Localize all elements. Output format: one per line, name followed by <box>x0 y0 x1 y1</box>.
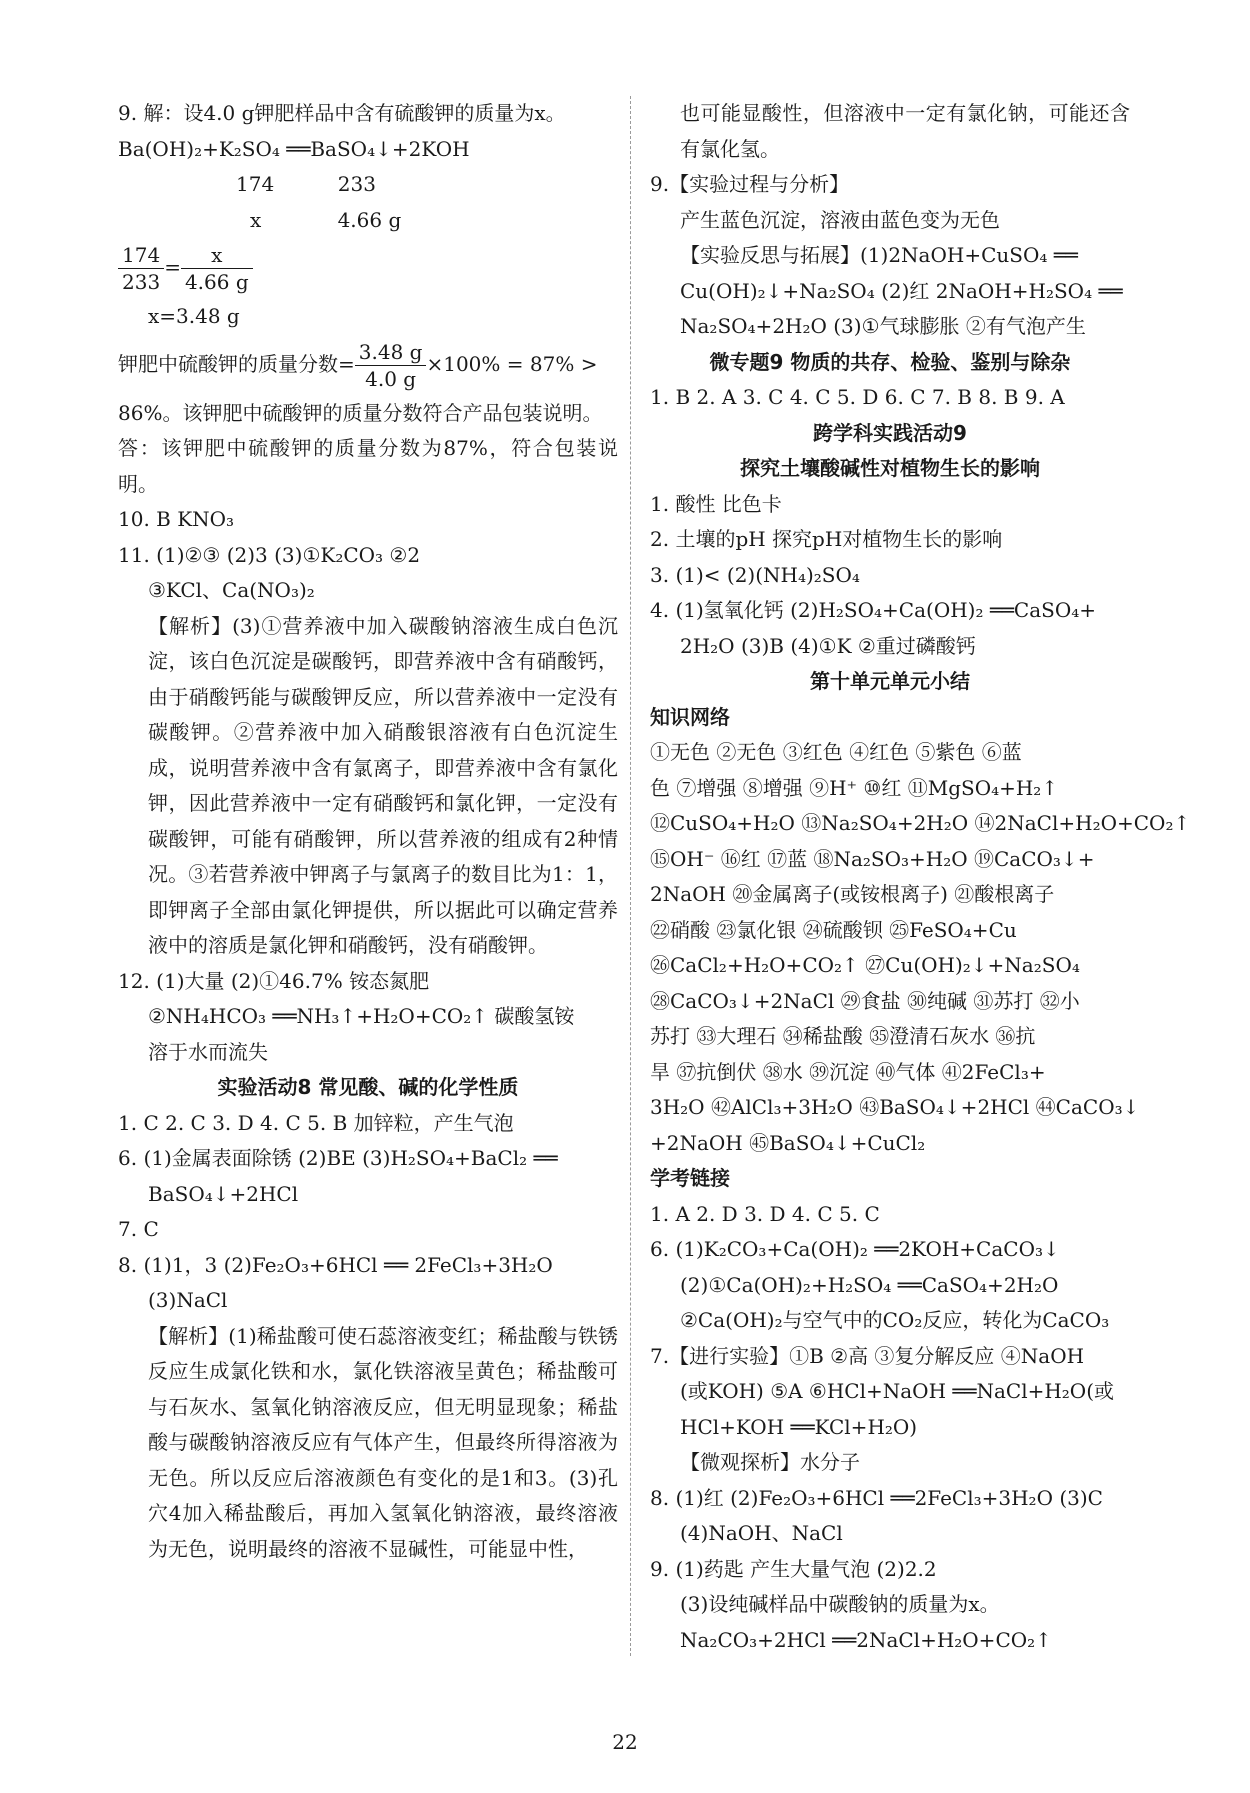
q9-result: x=3.48 g <box>148 304 240 328</box>
q12-line2: ②NH₄HCO₃ ══NH₃↑+H₂O+CO₂↑ 碳酸氢铵 <box>148 1004 575 1028</box>
kn-line: ㉖CaCl₂+H₂O+CO₂↑ ㉗Cu(OH)₂↓+Na₂SO₄ <box>650 953 1080 977</box>
cross-q3: 3. (1)< (2)(NH₄)₂SO₄ <box>650 562 860 587</box>
q9-row-mass: 174 233 <box>236 172 376 196</box>
unit-summary-title: 第十单元单元小结 <box>810 669 970 693</box>
cross-title-2: 探究土壤酸碱性对植物生长的影响 <box>740 456 1040 480</box>
topic9-answers: 1. B 2. A 3. C 4. C 5. D 6. C 7. B 8. B 9. A <box>650 385 1065 409</box>
cross-title-1: 跨学科实践活动9 <box>813 420 967 445</box>
q9-equation: Ba(OH)₂+K₂SO₄ ══BaSO₄↓+2KOH <box>118 136 470 161</box>
ratio-right: $\frac{x}{4.66 g}$ <box>181 242 253 295</box>
link-q7-line4: 【微观探析】水分子 <box>680 1450 860 1474</box>
right-column <box>650 96 1191 1658</box>
q9-ratio: $\frac{174}{233}$ = $\frac{x}{4.66 g}$ <box>118 238 618 299</box>
kn-line: 苏打 ㉝大理石 ㉞稀盐酸 ㉟澄清石灰水 ㊱抗 <box>650 1024 1036 1048</box>
activity8-q6-line2: BaSO₄↓+2HCl <box>148 1181 299 1206</box>
kn-line: 2NaOH ⑳金属离子(或铵根离子) ㉑酸根离子 <box>650 882 1055 906</box>
link-q8-line1: 8. (1)红 (2)Fe₂O₃+6HCl ══2FeCl₃+3H₂O (3)C <box>650 1485 1103 1510</box>
q11-line2: ③KCl、Ca(NO₃)₂ <box>148 578 315 602</box>
activity8-q1-5: 1. C 2. C 3. D 4. C 5. B 加锌粒，产生气泡 <box>118 1110 514 1135</box>
cross-q2: 2. 土壤的pH 探究pH对植物生长的影响 <box>650 527 1003 551</box>
q9-line3: Cu(OH)₂↓+Na₂SO₄ (2)红 2NaOH+H₂SO₄ ══ <box>680 278 1123 303</box>
knowledge-network-heading: 知识网络 <box>650 704 730 729</box>
q11-line1: 11. (1)②③ (2)3 (3)①K₂CO₃ ②2 <box>118 542 421 567</box>
q10: 10. B KNO₃ <box>118 507 235 531</box>
cross-q1: 1. 酸性 比色卡 <box>650 491 782 516</box>
kn-line: ⑮OH⁻ ⑯红 ⑰蓝 ⑱Na₂SO₃+H₂O ⑲CaCO₃↓+ <box>650 846 1095 871</box>
q9-conclusion: 86%。该钾肥中硫酸钾的质量分数符合产品包装说明。 <box>118 400 603 425</box>
continuation: 也可能显酸性，但溶液中一定有氯化钠，可能还含有氯化氢。 <box>680 101 1130 161</box>
page-number: 22 <box>612 1730 638 1754</box>
kn-line: +2NaOH ㊺BaSO₄↓+CuCl₂ <box>650 1130 926 1155</box>
activity8-q8-line1: 8. (1)1，3 (2)Fe₂O₃+6HCl ══ 2FeCl₃+3H₂O <box>118 1252 553 1277</box>
topic9-title: 微专题9 物质的共存、检验、鉴别与除杂 <box>709 349 1071 374</box>
link-q1-5: 1. A 2. D 3. D 4. C 5. C <box>650 1201 880 1226</box>
link-q6-line3: ②Ca(OH)₂与空气中的CO₂反应，转化为CaCO₃ <box>680 1308 1110 1332</box>
activity8-q8-line2: (3)NaCl <box>148 1288 228 1312</box>
ratio-left: $\frac{174}{233}$ <box>118 242 164 295</box>
link-q6-line1: 6. (1)K₂CO₃+Ca(OH)₂ ══2KOH+CaCO₃↓ <box>650 1237 1060 1261</box>
cross-q4-line2: 2H₂O (3)B (4)①K ②重过磷酸钙 <box>680 633 976 658</box>
activity8-q7: 7. C <box>118 1217 159 1241</box>
kn-line: ㉘CaCO₃↓+2NaCl ㉙食盐 ㉚纯碱 ㉛苏打 ㉜小 <box>650 988 1080 1013</box>
link-q7-line1: 7.【进行实验】①B ②高 ③复分解反应 ④NaOH <box>650 1343 1085 1368</box>
q9-row-vars: x 4.66 g <box>250 207 402 232</box>
link-q7-line3: HCl+KOH ══KCl+H₂O) <box>680 1414 918 1439</box>
q9-fraction-line: 钾肥中硫酸钾的质量分数= $\frac{3.48 g}{4.0 g}$ ×100% = 87% > <box>118 339 598 391</box>
kn-line: 色 ⑦增强 ⑧增强 ⑨H⁺ ⑩红 ⑪MgSO₄+H₂↑ <box>650 775 1059 800</box>
q11-analysis: 【解析】(3)①营养液中加入碳酸钠溶液生成白色沉淀，该白色沉淀是碳酸钙，即营养液中含有硝酸钙，由于硝酸钙能与碳酸钾反应，所以营养液中一定没有碳酸钾。②营养液中加入硝酸银溶液有白色沉淀生成，说明营养液中含有氯离子，即营养液中含有氯化钾，因此营养液中一定有硝酸钙和氯化钾，一定没有碳酸钾，可能有硝酸钾，所以营养液的组成有2种情况。③若营养液中钾离子与氯离子的数目比为1：1，即钾离子全部由氯化钾提供，所以据此可以确定营养液中的溶质是氯化钾和硝酸钙，没有硝酸钾。 <box>148 613 618 957</box>
q9-intro: 9. 解：设4.0 g钾肥样品中含有硫酸钾的质量为x。 <box>118 101 566 125</box>
link-q7-line2: (或KOH) ⑤A ⑥HCl+NaOH ══NaCl+H₂O(或 <box>680 1379 1115 1403</box>
link-q6-line2: (2)①Ca(OH)₂+H₂SO₄ ══CaSO₄+2H₂O <box>680 1272 1059 1297</box>
link-q8-line2: (4)NaOH、NaCl <box>680 1521 843 1545</box>
left-column <box>118 96 618 1567</box>
q9-head: 9.【实验过程与分析】 <box>650 172 850 196</box>
activity8-title: 实验活动8 常见酸、碱的化学性质 <box>217 1075 519 1099</box>
kn-line: ①无色 ②无色 ③红色 ④红色 ⑤紫色 ⑥蓝 <box>650 740 1022 764</box>
mass-fraction: $\frac{3.48 g}{4.0 g}$ <box>355 339 427 392</box>
q9-line4: Na₂SO₄+2H₂O (3)①气球膨胀 ②有气泡产生 <box>680 314 1086 338</box>
link-q9-line3: Na₂CO₃+2HCl ══2NaCl+H₂O+CO₂↑ <box>680 1627 1052 1652</box>
link-q9-line2: (3)设纯碱样品中碳酸钠的质量为x。 <box>680 1592 1000 1616</box>
q12-line3: 溶于水而流失 <box>148 1039 268 1064</box>
exam-link-heading: 学考链接 <box>650 1166 730 1190</box>
kn-line: 3H₂O ㊷AlCl₃+3H₂O ㊸BaSO₄↓+2HCl ㊹CaCO₃↓ <box>650 1095 1140 1119</box>
cross-q4-line1: 4. (1)氢氧化钙 (2)H₂SO₄+Ca(OH)₂ ══CaSO₄+ <box>650 598 1097 622</box>
kn-line: ㉒硝酸 ㉓氯化银 ㉔硫酸钡 ㉕FeSO₄+Cu <box>650 917 1017 942</box>
q12-line1: 12. (1)大量 (2)①46.7% 铵态氮肥 <box>118 968 430 993</box>
column-divider <box>630 96 631 1656</box>
link-q9-line1: 9. (1)药匙 产生大量气泡 (2)2.2 <box>650 1556 937 1581</box>
q9-line2: 【实验反思与拓展】(1)2NaOH+CuSO₄ ══ <box>680 243 1078 267</box>
kn-line: ⑫CuSO₄+H₂O ⑬Na₂SO₄+2H₂O ⑭2NaCl+H₂O+CO₂↑ <box>650 811 1191 835</box>
activity8-q6-line1: 6. (1)金属表面除锈 (2)BE (3)H₂SO₄+BaCl₂ ══ <box>118 1146 558 1170</box>
kn-line: 旱 ㊲抗倒伏 ㊳水 ㊴沉淀 ㊵气体 ㊶2FeCl₃+ <box>650 1059 1046 1084</box>
activity8-q8-analysis: 【解析】(1)稀盐酸可使石蕊溶液变红；稀盐酸与铁锈反应生成氯化铁和水，氯化铁溶液呈黄色；稀盐酸可与石灰水、氢氧化钠溶液反应，但无明显现象；稀盐酸与碳酸钠溶液反应有气体产生，但最终所得溶液为无色。所以反应后溶液颜色有变化的是1和3。(3)孔穴4加入稀盐酸后，再加入氢氧化钠溶液，最终溶液为无色，说明最终的溶液不显碱性，可能显中性， <box>148 1323 618 1561</box>
q9-line1: 产生蓝色沉淀，溶液由蓝色变为无色 <box>680 207 1000 232</box>
q9-answer: 答：该钾肥中硫酸钾的质量分数为87%，符合包装说明。 <box>118 436 618 496</box>
